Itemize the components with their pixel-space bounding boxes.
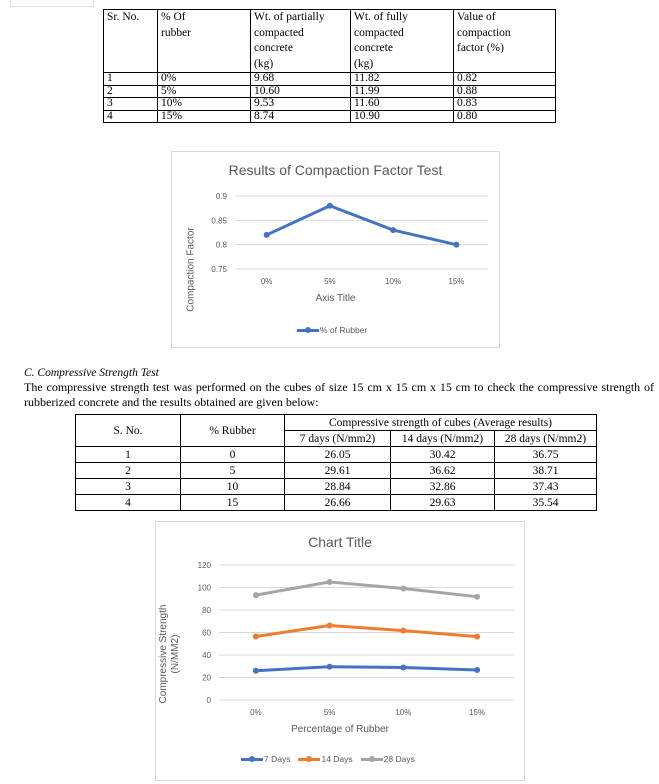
x-tick-label: 0% <box>250 708 262 717</box>
cell: 5% <box>158 85 251 98</box>
y-tick-label: 0.85 <box>211 216 227 226</box>
data-point <box>453 242 459 248</box>
table-row <box>104 110 556 123</box>
cell: 3 <box>76 479 181 495</box>
header-s-no: S. No. <box>76 415 181 447</box>
chart-legend <box>241 754 415 764</box>
chart-title: Results of Compaction Factor Test <box>228 162 443 178</box>
x-tick-label: 10% <box>395 708 412 717</box>
data-point <box>253 668 259 674</box>
y-tick-label: 0 <box>206 696 211 705</box>
cell: 36.75 <box>495 447 597 463</box>
cell: 37.43 <box>495 479 597 495</box>
y-tick-label: 120 <box>197 561 211 570</box>
data-point <box>474 594 480 600</box>
legend-item <box>297 325 367 335</box>
cell: 0.83 <box>454 98 556 111</box>
x-tick-label: 0% <box>260 277 273 286</box>
cell: 9.68 <box>251 73 351 86</box>
header-partial-weight: Wt. of partially compacted concrete (kg) <box>251 10 351 73</box>
data-point <box>327 579 333 585</box>
x-tick-label: 10% <box>385 277 402 286</box>
table-row <box>76 479 597 495</box>
header-28-days: 28 days (N/mm2) <box>495 431 597 447</box>
table-header-row <box>104 10 556 73</box>
legend-label: 7 Days <box>264 754 291 764</box>
cell: 35.54 <box>495 495 597 511</box>
y-tick-label: 80 <box>202 606 211 615</box>
legend-line-icon <box>298 758 320 761</box>
cell: 10 <box>181 479 285 495</box>
header-rubber: % Rubber <box>181 415 285 447</box>
y-tick-label: 20 <box>202 673 211 683</box>
cell: 11.99 <box>351 85 454 98</box>
data-point <box>253 592 259 598</box>
y-tick-label: 0.8 <box>215 240 227 250</box>
data-point <box>390 227 396 233</box>
cell: 38.71 <box>495 463 597 479</box>
cell: 4 <box>104 110 158 123</box>
compressive-strength-chart <box>155 521 525 781</box>
series-line <box>267 206 457 245</box>
x-axis-label: Percentage of Rubber <box>291 724 389 735</box>
cell: 29.61 <box>285 463 391 479</box>
section-paragraph: The compressive strength test was performed on the cubes of size 15 cm x 15 cm x 15 cm to check the compressive strength of rubberized concrete and the results obtained are given below: <box>24 380 654 409</box>
data-point <box>400 665 406 671</box>
data-point <box>264 232 270 238</box>
section-heading: C. Compressive Strength Test <box>24 367 159 379</box>
x-tick-label: 15% <box>469 708 486 717</box>
table-row <box>104 98 556 111</box>
x-tick-label: 5% <box>324 277 336 286</box>
compressive-strength-table <box>75 414 597 511</box>
table-row <box>76 495 597 511</box>
header-full-weight: Wt. of fully compacted concrete (kg) <box>351 10 454 73</box>
header-group: Compressive strength of cubes (Average results) <box>285 415 597 431</box>
cell: 32.86 <box>391 479 495 495</box>
cell: 2 <box>76 463 181 479</box>
table-row <box>76 463 597 479</box>
cell: 0.82 <box>454 73 556 86</box>
cell: 4 <box>76 495 181 511</box>
data-point <box>327 664 333 670</box>
table-row <box>104 73 556 86</box>
chart-plot <box>156 522 524 780</box>
cell: 26.66 <box>285 495 391 511</box>
cell: 11.82 <box>351 73 454 86</box>
y-tick-label: 60 <box>202 628 211 638</box>
chart-legend <box>297 325 367 335</box>
cell: 0.80 <box>454 110 556 123</box>
y-tick-label: 100 <box>197 583 211 593</box>
data-point <box>400 628 406 634</box>
cell: 0% <box>158 73 251 86</box>
legend-line-icon <box>361 758 383 761</box>
cell: 1 <box>104 73 158 86</box>
cell: 5 <box>181 463 285 479</box>
legend-item <box>361 754 415 764</box>
x-tick-label: 15% <box>448 277 465 286</box>
data-point <box>474 634 480 640</box>
y-axis-label: Compaction Factor <box>185 227 197 312</box>
y-axis-label-line: (N/MM2) <box>170 634 181 674</box>
header-rubber: % Of rubber <box>158 10 251 73</box>
series-line <box>256 582 477 597</box>
legend-label: % of Rubber <box>320 325 368 335</box>
cell: 10% <box>158 98 251 111</box>
compaction-chart <box>171 151 500 348</box>
series-line <box>256 625 477 636</box>
table-header-row <box>76 415 597 431</box>
legend-label: 14 Days <box>321 754 353 764</box>
legend-label: 28 Days <box>383 754 415 764</box>
header-7-days: 7 days (N/mm2) <box>285 431 391 447</box>
cell: 15% <box>158 110 251 123</box>
legend-item <box>241 754 290 764</box>
y-axis-label-line: Compressive Strength <box>158 604 169 704</box>
cell: 2 <box>104 85 158 98</box>
cell: 8.74 <box>251 110 351 123</box>
cell: 10.90 <box>351 110 454 123</box>
header-compaction-factor: Value of compaction factor (%) <box>454 10 556 73</box>
x-tick-label: 5% <box>323 708 336 717</box>
data-point <box>327 203 333 209</box>
cell: 0.88 <box>454 85 556 98</box>
table-row <box>104 85 556 98</box>
cell: 30.42 <box>391 447 495 463</box>
header-14-days: 14 days (N/mm2) <box>391 431 495 447</box>
cell: 3 <box>104 98 158 111</box>
chart-plot <box>172 152 499 347</box>
chart-title: Chart Title <box>308 534 372 550</box>
logo-fragment <box>10 0 94 7</box>
data-point <box>400 585 406 591</box>
cell: 36.62 <box>391 463 495 479</box>
cell: 1 <box>76 447 181 463</box>
data-point <box>474 667 480 673</box>
cell: 15 <box>181 495 285 511</box>
y-tick-label: 40 <box>202 651 211 660</box>
compaction-table <box>103 9 556 123</box>
data-point <box>253 633 259 639</box>
cell: 28.84 <box>285 479 391 495</box>
legend-item <box>298 754 352 764</box>
cell: 9.53 <box>251 98 351 111</box>
cell: 10.60 <box>251 85 351 98</box>
table-row <box>76 447 597 463</box>
cell: 26.05 <box>285 447 391 463</box>
cell: 0 <box>181 447 285 463</box>
data-point <box>327 622 333 628</box>
y-tick-label: 0.75 <box>211 265 227 274</box>
series-line <box>256 667 477 671</box>
y-tick-label: 0.9 <box>215 192 227 201</box>
legend-line-icon <box>297 329 319 332</box>
cell: 29.63 <box>391 495 495 511</box>
legend-line-icon <box>241 758 263 761</box>
x-axis-label: Axis Title <box>315 293 356 304</box>
header-sr-no: Sr. No. <box>104 10 158 73</box>
cell: 11.60 <box>351 98 454 111</box>
